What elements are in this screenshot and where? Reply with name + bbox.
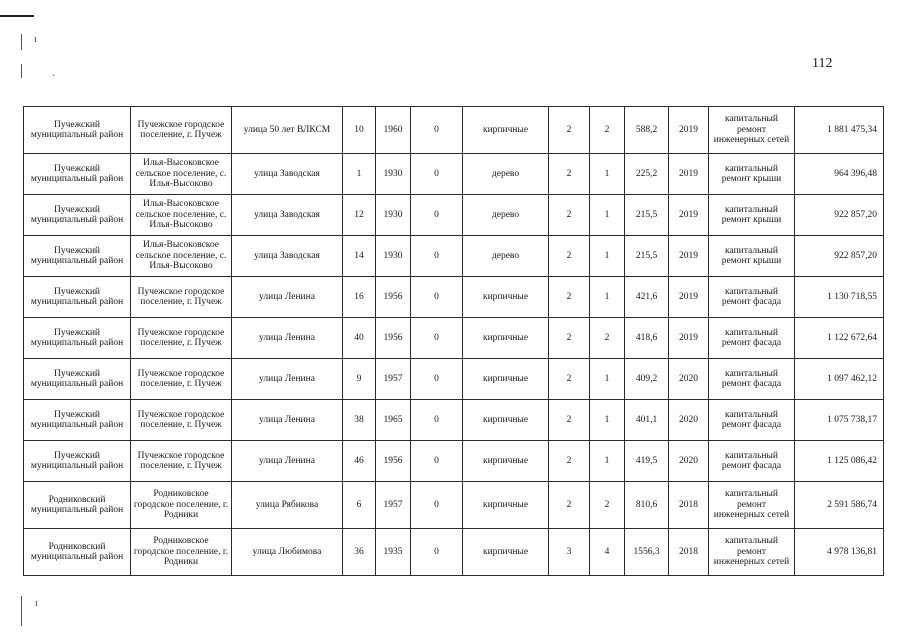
housing-repair-table xyxy=(23,106,884,576)
floors-cell: 2 xyxy=(549,277,590,318)
street-cell: улица Ленина xyxy=(232,441,343,482)
cost-cell: 1 075 738,17 xyxy=(795,400,884,441)
house-number-cell: 16 xyxy=(343,277,376,318)
plan-year-cell: 2019 xyxy=(669,277,709,318)
street-cell: улица Ленина xyxy=(232,277,343,318)
entrances-cell: 1 xyxy=(590,359,625,400)
settlement-cell: Пучежское городское поселение, г. Пучеж xyxy=(131,400,232,441)
district-cell: Пучежский муниципальный район xyxy=(24,441,131,482)
repair-work-cell: капитальный ремонт фасада xyxy=(709,400,795,441)
house-number-cell: 38 xyxy=(343,400,376,441)
plan-year-cell: 2019 xyxy=(669,318,709,359)
area-cell: 419,5 xyxy=(625,441,669,482)
repair-work-cell: капитальный ремонт фасада xyxy=(709,359,795,400)
floors-cell: 2 xyxy=(549,154,590,195)
entrances-cell: 2 xyxy=(590,107,625,154)
scan-speck: ı xyxy=(34,34,37,45)
floors-cell: 2 xyxy=(549,195,590,236)
street-cell: улица Ленина xyxy=(232,318,343,359)
zero-cell: 0 xyxy=(411,359,463,400)
floors-cell: 2 xyxy=(549,318,590,359)
zero-cell: 0 xyxy=(411,107,463,154)
district-cell: Пучежский муниципальный район xyxy=(24,400,131,441)
scan-edge-mark xyxy=(21,34,22,50)
cost-cell: 1 881 475,34 xyxy=(795,107,884,154)
wall-material-cell: кирпичные xyxy=(463,529,549,576)
top-rule xyxy=(0,15,34,17)
house-number-cell: 10 xyxy=(343,107,376,154)
street-cell: улица Заводская xyxy=(232,154,343,195)
settlement-cell: Пучежское городское поселение, г. Пучеж xyxy=(131,318,232,359)
table-row xyxy=(24,441,884,482)
entrances-cell: 1 xyxy=(590,236,625,277)
area-cell: 421,6 xyxy=(625,277,669,318)
cost-cell: 1 122 672,64 xyxy=(795,318,884,359)
entrances-cell: 1 xyxy=(590,154,625,195)
plan-year-cell: 2019 xyxy=(669,154,709,195)
build-year-cell: 1930 xyxy=(376,236,411,277)
table-row xyxy=(24,277,884,318)
build-year-cell: 1957 xyxy=(376,482,411,529)
district-cell: Родниковский муниципальный район xyxy=(24,529,131,576)
cost-cell: 922 857,20 xyxy=(795,195,884,236)
settlement-cell: Пучежское городское поселение, г. Пучеж xyxy=(131,107,232,154)
area-cell: 418,6 xyxy=(625,318,669,359)
plan-year-cell: 2019 xyxy=(669,236,709,277)
plan-year-cell: 2020 xyxy=(669,359,709,400)
table-row xyxy=(24,236,884,277)
build-year-cell: 1930 xyxy=(376,154,411,195)
zero-cell: 0 xyxy=(411,154,463,195)
entrances-cell: 2 xyxy=(590,482,625,529)
settlement-cell: Пучежское городское поселение, г. Пучеж xyxy=(131,277,232,318)
zero-cell: 0 xyxy=(411,318,463,359)
district-cell: Пучежский муниципальный район xyxy=(24,277,131,318)
settlement-cell: Пучежское городское поселение, г. Пучеж xyxy=(131,441,232,482)
cost-cell: 2 591 586,74 xyxy=(795,482,884,529)
table-row xyxy=(24,529,884,576)
settlement-cell: Илья-Высоковское сельское поселение, с. Илья-Высоково xyxy=(131,154,232,195)
repair-work-cell: капитальный ремонт фасада xyxy=(709,441,795,482)
house-number-cell: 46 xyxy=(343,441,376,482)
floors-cell: 2 xyxy=(549,359,590,400)
cost-cell: 964 396,48 xyxy=(795,154,884,195)
repair-work-cell: капитальный ремонт фасада xyxy=(709,318,795,359)
settlement-cell: Родниковское городское поселение, г. Родники xyxy=(131,529,232,576)
cost-cell: 1 097 462,12 xyxy=(795,359,884,400)
area-cell: 810,6 xyxy=(625,482,669,529)
wall-material-cell: дерево xyxy=(463,195,549,236)
repair-work-cell: капитальный ремонт инженерных сетей xyxy=(709,482,795,529)
cost-cell: 1 130 718,55 xyxy=(795,277,884,318)
floors-cell: 2 xyxy=(549,482,590,529)
street-cell: улица Рябикова xyxy=(232,482,343,529)
cost-cell: 1 125 086,42 xyxy=(795,441,884,482)
area-cell: 215,5 xyxy=(625,236,669,277)
area-cell: 1556,3 xyxy=(625,529,669,576)
build-year-cell: 1960 xyxy=(376,107,411,154)
district-cell: Родниковский муниципальный район xyxy=(24,482,131,529)
district-cell: Пучежский муниципальный район xyxy=(24,318,131,359)
wall-material-cell: кирпичные xyxy=(463,482,549,529)
area-cell: 588,2 xyxy=(625,107,669,154)
repair-work-cell: капитальный ремонт крыши xyxy=(709,154,795,195)
zero-cell: 0 xyxy=(411,236,463,277)
zero-cell: 0 xyxy=(411,482,463,529)
area-cell: 409,2 xyxy=(625,359,669,400)
area-cell: 215,5 xyxy=(625,195,669,236)
wall-material-cell: кирпичные xyxy=(463,441,549,482)
plan-year-cell: 2018 xyxy=(669,482,709,529)
table-row xyxy=(24,318,884,359)
table-row xyxy=(24,154,884,195)
scan-edge-mark xyxy=(21,64,22,78)
settlement-cell: Пучежское городское поселение, г. Пучеж xyxy=(131,359,232,400)
district-cell: Пучежский муниципальный район xyxy=(24,154,131,195)
zero-cell: 0 xyxy=(411,195,463,236)
floors-cell: 2 xyxy=(549,441,590,482)
street-cell: улица Любимова xyxy=(232,529,343,576)
build-year-cell: 1935 xyxy=(376,529,411,576)
entrances-cell: 1 xyxy=(590,400,625,441)
wall-material-cell: кирпичные xyxy=(463,277,549,318)
district-cell: Пучежский муниципальный район xyxy=(24,107,131,154)
street-cell: улица Заводская xyxy=(232,236,343,277)
repair-work-cell: капитальный ремонт крыши xyxy=(709,236,795,277)
plan-year-cell: 2019 xyxy=(669,195,709,236)
build-year-cell: 1965 xyxy=(376,400,411,441)
zero-cell: 0 xyxy=(411,529,463,576)
street-cell: улица 50 лет ВЛКСМ xyxy=(232,107,343,154)
build-year-cell: 1930 xyxy=(376,195,411,236)
entrances-cell: 4 xyxy=(590,529,625,576)
entrances-cell: 1 xyxy=(590,277,625,318)
scan-speck: . xyxy=(52,68,55,79)
zero-cell: 0 xyxy=(411,441,463,482)
repair-work-cell: капитальный ремонт инженерных сетей xyxy=(709,107,795,154)
repair-work-cell: капитальный ремонт инженерных сетей xyxy=(709,529,795,576)
entrances-cell: 1 xyxy=(590,195,625,236)
area-cell: 401,1 xyxy=(625,400,669,441)
cost-cell: 922 857,20 xyxy=(795,236,884,277)
settlement-cell: Родниковское городское поселение, г. Родники xyxy=(131,482,232,529)
entrances-cell: 1 xyxy=(590,441,625,482)
wall-material-cell: кирпичные xyxy=(463,318,549,359)
house-number-cell: 14 xyxy=(343,236,376,277)
area-cell: 225,2 xyxy=(625,154,669,195)
house-number-cell: 36 xyxy=(343,529,376,576)
house-number-cell: 9 xyxy=(343,359,376,400)
build-year-cell: 1956 xyxy=(376,277,411,318)
scan-speck: ı xyxy=(35,598,38,609)
settlement-cell: Илья-Высоковское сельское поселение, с. Илья-Высоково xyxy=(131,195,232,236)
table-row xyxy=(24,359,884,400)
street-cell: улица Ленина xyxy=(232,359,343,400)
table-row xyxy=(24,195,884,236)
wall-material-cell: кирпичные xyxy=(463,107,549,154)
build-year-cell: 1956 xyxy=(376,441,411,482)
repair-work-cell: капитальный ремонт фасада xyxy=(709,277,795,318)
build-year-cell: 1957 xyxy=(376,359,411,400)
plan-year-cell: 2020 xyxy=(669,400,709,441)
district-cell: Пучежский муниципальный район xyxy=(24,359,131,400)
wall-material-cell: дерево xyxy=(463,236,549,277)
floors-cell: 3 xyxy=(549,529,590,576)
floors-cell: 2 xyxy=(549,107,590,154)
plan-year-cell: 2019 xyxy=(669,107,709,154)
plan-year-cell: 2018 xyxy=(669,529,709,576)
street-cell: улица Заводская xyxy=(232,195,343,236)
zero-cell: 0 xyxy=(411,277,463,318)
district-cell: Пучежский муниципальный район xyxy=(24,236,131,277)
repair-work-cell: капитальный ремонт крыши xyxy=(709,195,795,236)
cost-cell: 4 978 136,81 xyxy=(795,529,884,576)
build-year-cell: 1956 xyxy=(376,318,411,359)
house-number-cell: 12 xyxy=(343,195,376,236)
zero-cell: 0 xyxy=(411,400,463,441)
wall-material-cell: кирпичные xyxy=(463,359,549,400)
scan-edge-mark xyxy=(21,596,22,626)
page-number: 112 xyxy=(812,56,833,71)
plan-year-cell: 2020 xyxy=(669,441,709,482)
floors-cell: 2 xyxy=(549,400,590,441)
wall-material-cell: дерево xyxy=(463,154,549,195)
table-row xyxy=(24,482,884,529)
table-row xyxy=(24,107,884,154)
house-number-cell: 6 xyxy=(343,482,376,529)
street-cell: улица Ленина xyxy=(232,400,343,441)
floors-cell: 2 xyxy=(549,236,590,277)
district-cell: Пучежский муниципальный район xyxy=(24,195,131,236)
house-number-cell: 1 xyxy=(343,154,376,195)
house-number-cell: 40 xyxy=(343,318,376,359)
wall-material-cell: кирпичные xyxy=(463,400,549,441)
settlement-cell: Илья-Высоковское сельское поселение, с. Илья-Высоково xyxy=(131,236,232,277)
entrances-cell: 2 xyxy=(590,318,625,359)
table-row xyxy=(24,400,884,441)
